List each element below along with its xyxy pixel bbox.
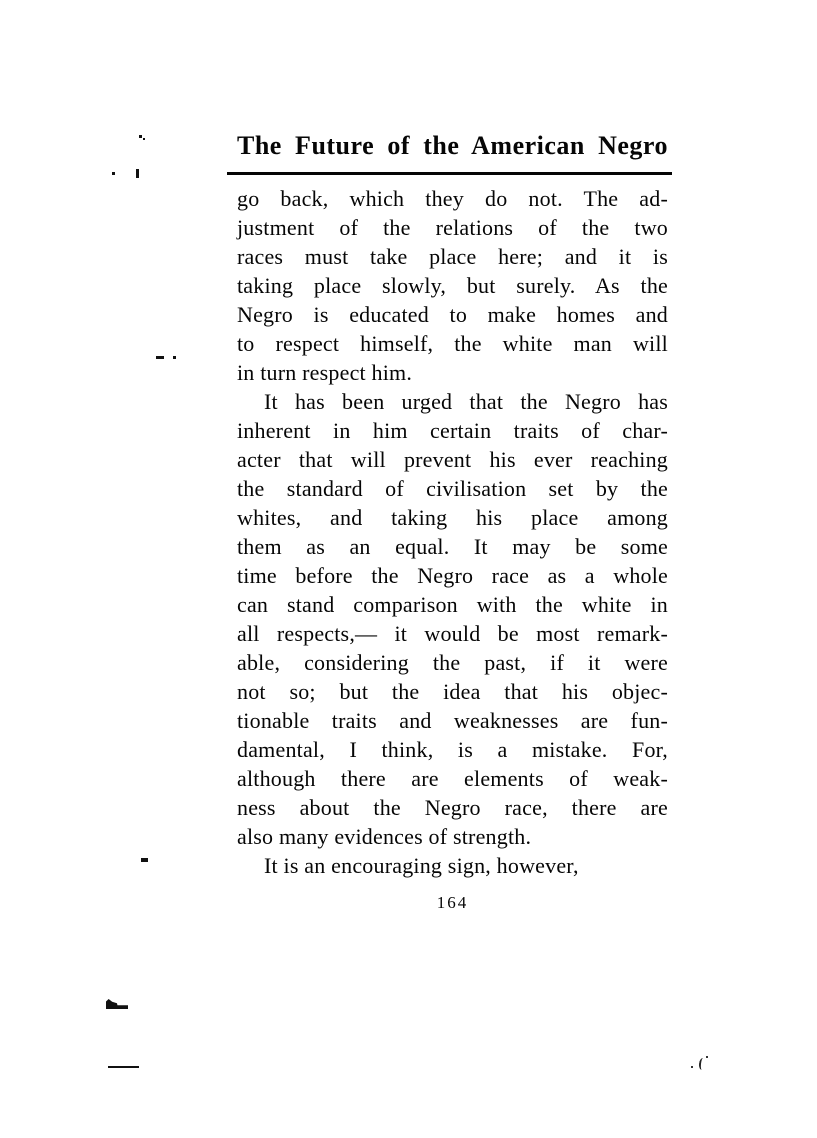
text-line: whites, and taking his place among [237, 505, 668, 530]
text-line: races must take place here; and it is [237, 244, 668, 269]
scan-smudge [106, 999, 128, 1009]
margin-underline-mark [108, 1066, 139, 1068]
text-line: go back, which they do not. The ad- [237, 186, 668, 211]
ink-speck [112, 172, 115, 175]
text-line: in turn respect him. [237, 360, 413, 385]
text-line: not so; but the idea that his objec- [237, 679, 668, 704]
ink-speck [173, 356, 176, 359]
text-line: taking place slowly, but surely. As the [237, 273, 668, 298]
ink-speck [691, 1066, 693, 1068]
text-line: acter that will prevent his ever reaching [237, 447, 668, 472]
text-line: all respects,— it would be most remark- [237, 621, 668, 646]
scan-scratch-mark [698, 1058, 706, 1071]
text-line: also many evidences of strength. [237, 824, 532, 849]
running-header: The Future of the American Negro [237, 131, 668, 160]
text-line: tionable traits and weaknesses are fun- [237, 708, 668, 733]
text-line: It has been urged that the Negro has [264, 389, 668, 414]
text-line: It is an encouraging sign, however, [264, 853, 579, 878]
text-line: can stand comparison with the white in [237, 592, 668, 617]
text-line: the standard of civilisation set by the [237, 476, 668, 501]
text-line: inherent in him certain traits of char- [237, 418, 668, 443]
text-line: to respect himself, the white man will [237, 331, 668, 356]
header-rule [227, 172, 672, 175]
text-line: justment of the relations of the two [237, 215, 668, 240]
text-line: ness about the Negro race, there are [237, 795, 668, 820]
margin-dash-mark [141, 858, 148, 862]
text-line: damental, I think, is a mistake. For, [237, 737, 668, 762]
text-line: them as an equal. It may be some [237, 534, 668, 559]
body-text [237, 184, 668, 880]
ink-speck [706, 1056, 708, 1058]
margin-tick-mark [136, 169, 139, 178]
margin-dash-mark [156, 356, 164, 359]
text-line: time before the Negro race as a whole [237, 563, 668, 588]
ink-speck [139, 135, 142, 138]
text-line: Negro is educated to make homes and [237, 302, 668, 327]
ink-speck [143, 138, 145, 140]
text-line: although there are elements of weak- [237, 766, 668, 791]
text-line: able, considering the past, if it were [237, 650, 668, 675]
page-number: 164 [436, 893, 469, 912]
